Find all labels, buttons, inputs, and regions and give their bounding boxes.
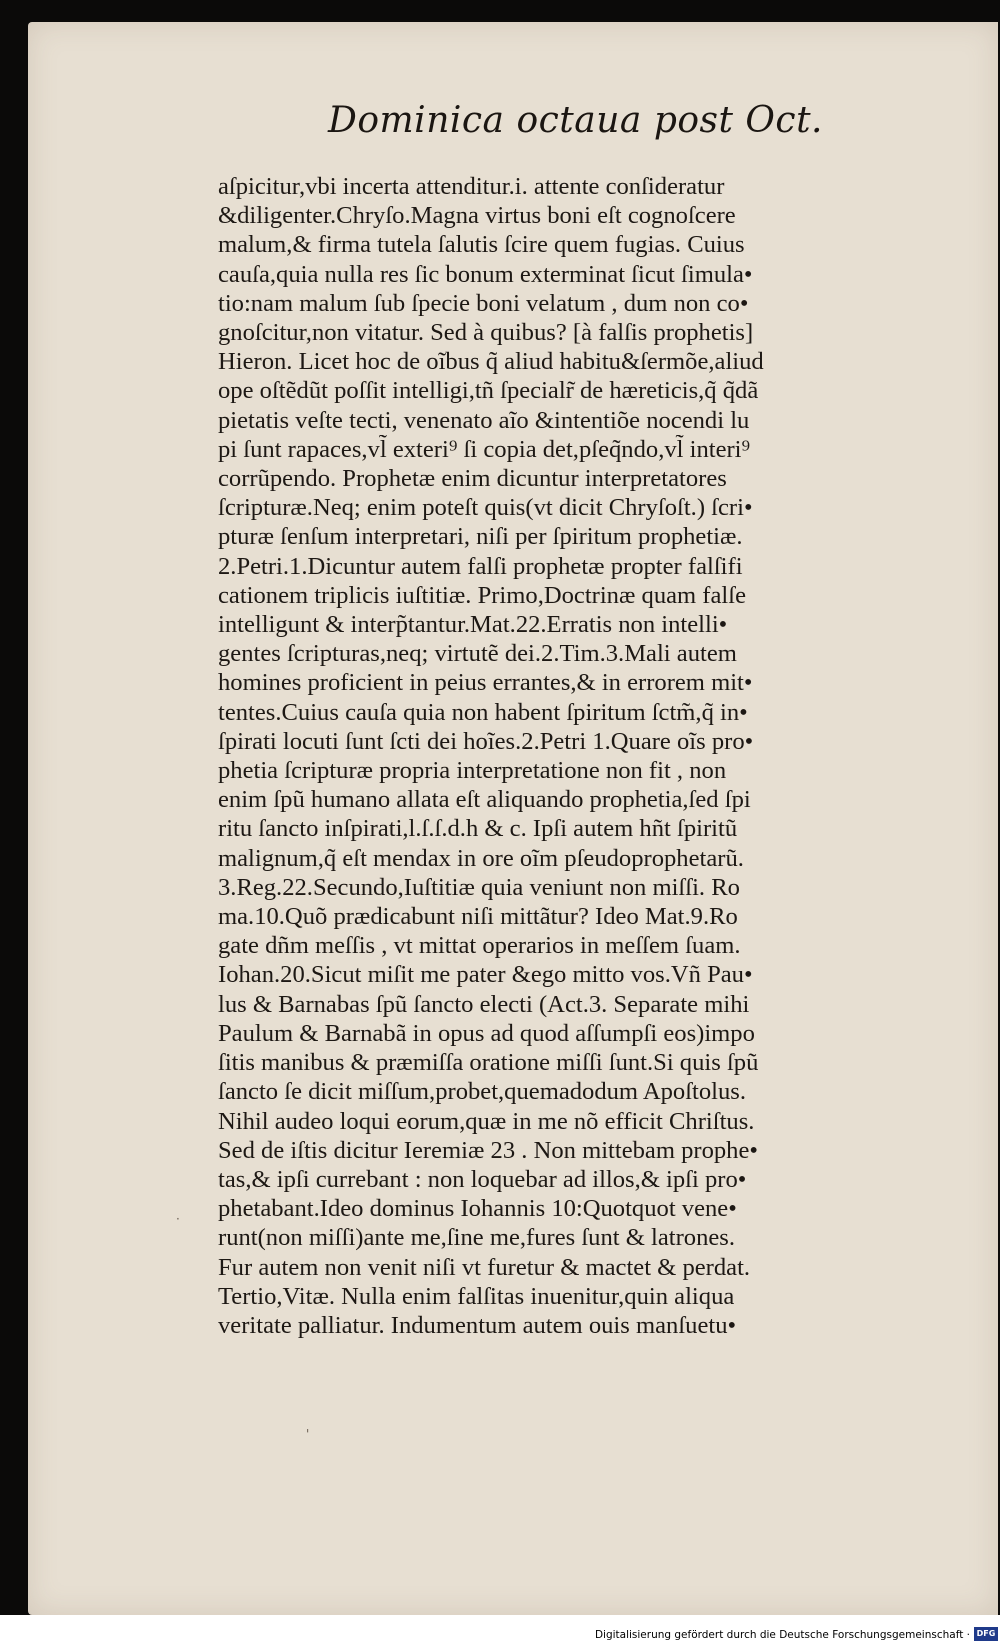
text-line: pturæ ſenſum interpretari, niſi per ſpiritum prophetiæ. xyxy=(218,523,743,551)
text-line: Paulum & Barnabã in opus ad quod aſſumpſi eos)impo xyxy=(218,1019,755,1047)
text-line: pi ſunt rapaces,vl̃ exteri⁹ ſi copia det,pſeq̃ndo,vl̃ interi⁹ xyxy=(218,435,751,463)
text-line: homines proficient in peius errantes,& in errorem mit• xyxy=(218,669,753,697)
text-line: phetia ſcripturæ propria interpretatione non fit , non xyxy=(218,757,727,785)
footer-credit: Digitalisierung gefördert durch die Deutsche Forschungsgemeinschaft · xyxy=(594,1629,970,1641)
text-line: ſitis manibus & præmiſſa oratione miſſi ſunt.Si quis ſpũ xyxy=(218,1049,759,1077)
text-line: Tertio,Vitæ. Nulla enim falſitas inuenitur,quin aliqua xyxy=(218,1282,735,1310)
text-line: Sed de iſtis dicitur Ieremiæ 23 . Non mittebam prophe• xyxy=(218,1136,759,1164)
text-line: cauſa,quia nulla res ſic bonum exterminat ſicut ſimula• xyxy=(218,260,753,288)
text-line: ope oſtẽdũt poſſit intelligi,tñ ſpecialr̃ de hæreticis,q̃ q̃dã xyxy=(218,377,759,405)
text-line: enim ſpũ humano allata eſt aliquando prophetia,ſed ſpi xyxy=(218,786,751,814)
text-line: Iohan.20.Sicut miſit me pater &ego mitto vos.Vñ Pau• xyxy=(218,961,753,989)
text-line: gentes ſcripturas,neq; virtutẽ dei.2.Tim.3.Mali autem xyxy=(218,640,737,668)
book-page xyxy=(28,22,998,1615)
text-line: runt(non miſſi)ante me,ſine me,fures ſunt & latrones. xyxy=(218,1224,736,1252)
text-line: cationem triplicis iuſtitiæ. Primo,Doctrinæ quam falſe xyxy=(218,581,746,609)
text-line: lus & Barnabas ſpũ ſancto electi (Act.3. Separate mihi xyxy=(218,990,750,1018)
text-line: malum,& firma tutela ſalutis ſcire quem fugias. Cuius xyxy=(218,231,745,259)
text-line: Nihil audeo loqui eorum,quæ in me nõ efficit Chriſtus. xyxy=(218,1107,755,1135)
text-line: tas,& ipſi currebant : non loquebar ad illos,& ipſi pro• xyxy=(218,1165,747,1193)
text-line: ma.10.Quõ prædicabunt niſi mittãtur? Ideo Mat.9.Ro xyxy=(218,903,738,931)
text-line: tentes.Cuius cauſa quia non habent ſpiritum ſctm̃,q̃ in• xyxy=(218,698,748,726)
text-line: intelligunt & interp̃tantur.Mat.22.Erratis non intelli• xyxy=(218,611,728,639)
text-line: pietatis veſte tecti, venenato aĩo &intentiõe nocendi lu xyxy=(218,406,750,434)
text-line: Hieron. Licet hoc de oĩbus q̃ aliud habitu&ſermõe,aliud xyxy=(218,348,764,376)
text-line: malignum,q̃ eſt mendax in ore oĩm pſeudoprophetarũ. xyxy=(218,844,744,872)
dfg-logo: DFG xyxy=(974,1627,998,1641)
text-line: veritate palliatur. Indumentum autem ouis manſuetu• xyxy=(218,1311,737,1339)
text-line: &diligenter.Chryſo.Magna virtus boni eſt cognoſcere xyxy=(218,202,736,230)
text-line: 3.Reg.22.Secundo,Iuſtitiæ quia veniunt non miſſi. Ro xyxy=(218,873,740,901)
text-line: ſancto ſe dicit miſſum,probet,quemadodum Apoſtolus. xyxy=(218,1078,747,1106)
page-speck: · xyxy=(176,1212,180,1226)
running-head: Dominica octaua post Oct. xyxy=(328,100,824,141)
page-speck: ' xyxy=(306,1427,310,1441)
text-line: Fur autem non venit niſi vt furetur & mactet & perdat. xyxy=(218,1253,751,1281)
body-text-block xyxy=(218,172,938,1340)
text-line: ſpirati locuti ſunt ſcti dei hoĩes.2.Petri 1.Quare oĩs pro• xyxy=(218,727,754,755)
text-line: gnoſcitur,non vitatur. Sed à quibus? [à falſis prophetis] xyxy=(218,319,754,347)
text-line: corrũpendo. Prophetæ enim dicuntur interpretatores xyxy=(218,465,727,493)
text-line: 2.Petri.1.Dicuntur autem falſi prophetæ propter falſifi xyxy=(218,552,743,580)
text-line: phetabant.Ideo dominus Iohannis 10:Quotquot vene• xyxy=(218,1195,737,1223)
text-line: ſcripturæ.Neq; enim poteſt quis(vt dicit Chryſoſt.) ſcri• xyxy=(218,494,753,522)
text-line: gate dñm meſſis , vt mittat operarios in meſſem ſuam. xyxy=(218,932,741,960)
digitization-footer xyxy=(0,1615,1000,1651)
text-line: tio:nam malum ſub ſpecie boni velatum , dum non co• xyxy=(218,289,749,317)
text-line: ritu ſancto inſpirati,l.ſ.ſ.d.h & c. Ipſi autem hñt ſpiritũ xyxy=(218,815,738,843)
text-line: aſpicitur,vbi incerta attenditur.i. attente conſideratur xyxy=(218,173,725,200)
